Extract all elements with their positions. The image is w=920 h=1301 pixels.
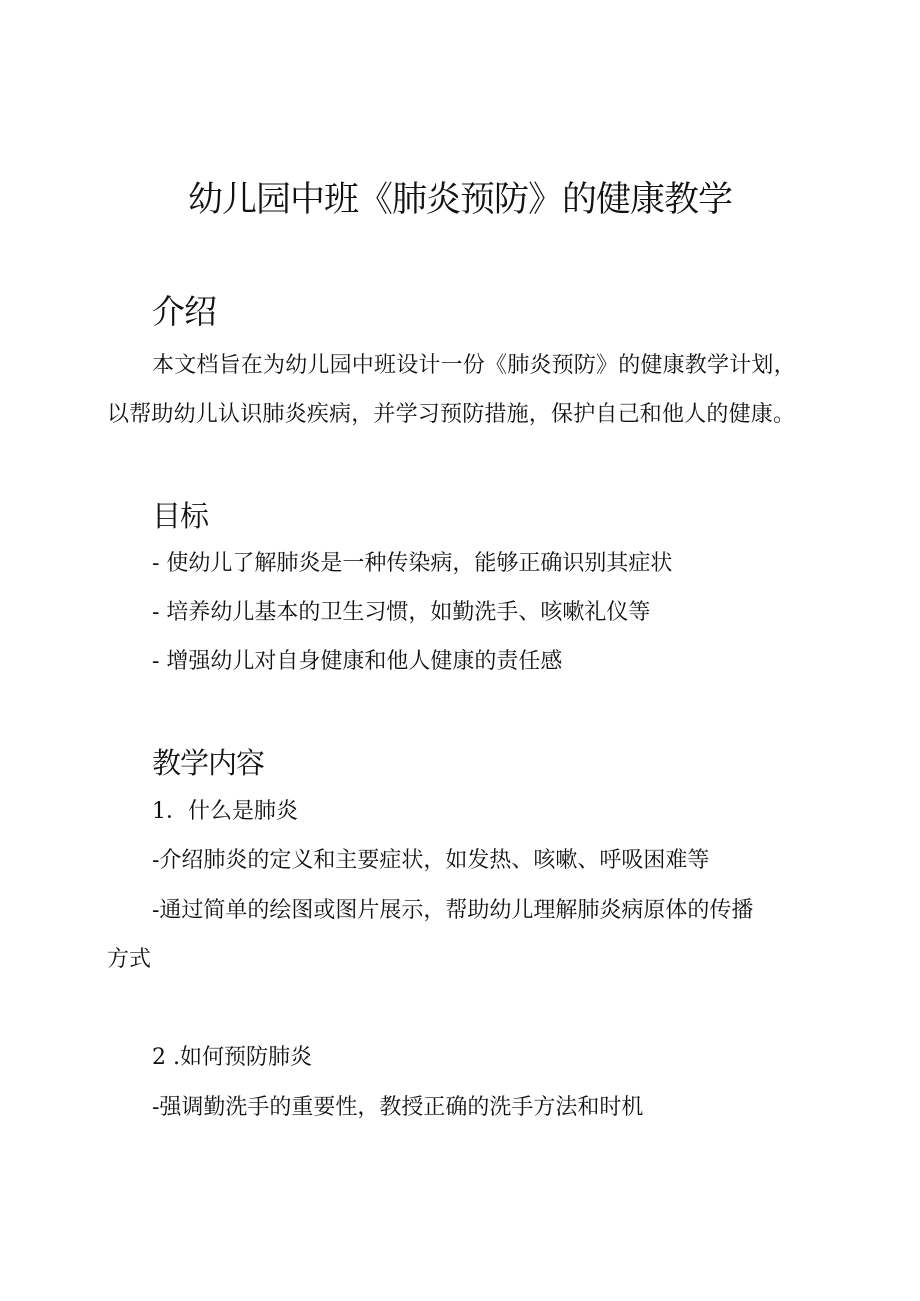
goals-heading: 目标 [152, 499, 209, 533]
section-1-line-3: 方式 [107, 947, 152, 972]
content-heading: 教学内容 [152, 746, 265, 780]
goal-item: - 培养幼儿基本的卫生习惯，如勤洗手、咳嗽礼仪等 [152, 600, 651, 625]
intro-line-1: 本文档旨在为幼儿园中班设计一份《肺炎预防》的健康教学计划， [152, 353, 796, 378]
goal-item: - 使幼儿了解肺炎是一种传染病，能够正确识别其症状 [152, 551, 673, 576]
section-1-title: 1．什么是肺炎 [152, 799, 298, 824]
section-1-line-1: -介绍肺炎的定义和主要症状，如发热、咳嗽、呼吸困难等 [152, 848, 710, 873]
intro-line-2: 以帮助幼儿认识肺炎疾病，并学习预防措施，保护自己和他人的健康。 [107, 402, 796, 427]
intro-heading: 介绍 [152, 292, 216, 331]
section-2-line-1: -强调勤洗手的重要性，教授正确的洗手方法和时机 [152, 1095, 644, 1120]
section-2-title: 2 .如何预防肺炎 [152, 1045, 312, 1070]
document-title: 幼儿园中班《肺炎预防》的健康教学 [187, 180, 732, 220]
goal-item: - 增强幼儿对自身健康和他人健康的责任感 [152, 649, 563, 674]
section-1-line-2: -通过简单的绘图或图片展示，帮助幼儿理解肺炎病原体的传播 [152, 898, 754, 923]
